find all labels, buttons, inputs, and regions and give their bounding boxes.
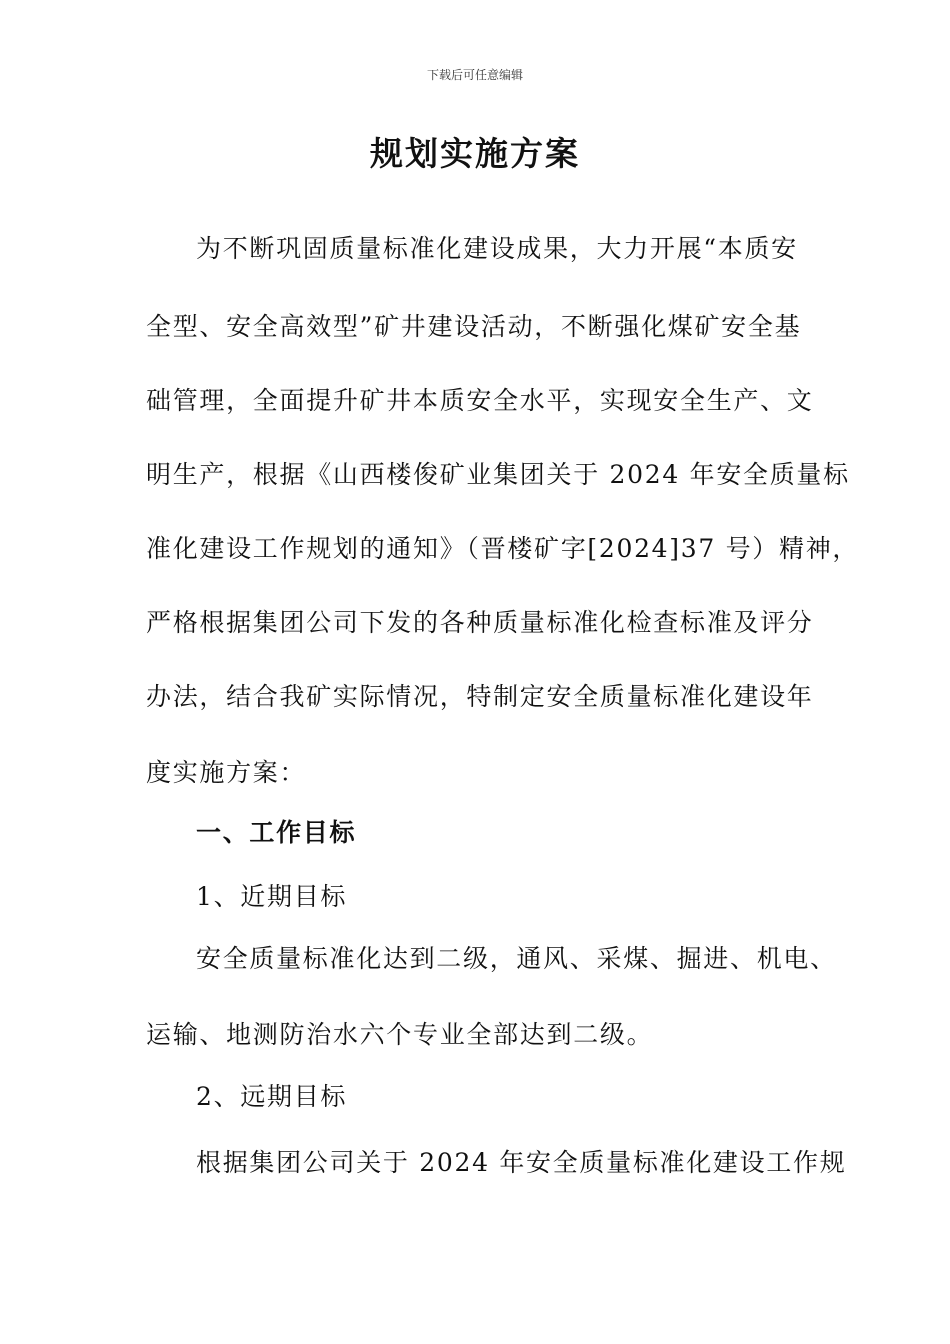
header-note: 下载后可任意编辑 — [426, 68, 523, 82]
paragraph-line: 为不断巩固质量标准化建设成果，大力开展“本质安 — [196, 234, 798, 263]
paragraph-line: 全型、安全高效型”矿井建设活动，不断强化煤矿安全基 — [146, 312, 802, 341]
paragraph-line: 度实施方案： — [146, 758, 307, 787]
page-title: 规划实施方案 — [370, 134, 580, 173]
paragraph-line: 安全质量标准化达到二级，通风、采煤、掘进、机电、 — [196, 944, 837, 973]
subsection-heading: 2、远期目标 — [196, 1082, 348, 1111]
paragraph-line: 办法，结合我矿实际情况，特制定安全质量标准化建设年 — [146, 682, 814, 711]
paragraph-line: 根据集团公司关于 2024 年安全质量标准化建设工作规 — [196, 1148, 847, 1177]
section-heading: 一、工作目标 — [196, 818, 357, 847]
paragraph-line: 严格根据集团公司下发的各种质量标准化检查标准及评分 — [146, 608, 814, 637]
paragraph-line: 准化建设工作规划的通知》（晋楼矿字[2024]37 号）精神， — [146, 534, 860, 563]
paragraph-line: 明生产，根据《山西楼俊矿业集团关于 2024 年安全质量标 — [146, 460, 850, 489]
subsection-heading: 1、近期目标 — [196, 882, 348, 911]
paragraph-line: 础管理，全面提升矿井本质安全水平，实现安全生产、文 — [146, 386, 814, 415]
paragraph-line: 运输、地测防治水六个专业全部达到二级。 — [146, 1020, 654, 1049]
